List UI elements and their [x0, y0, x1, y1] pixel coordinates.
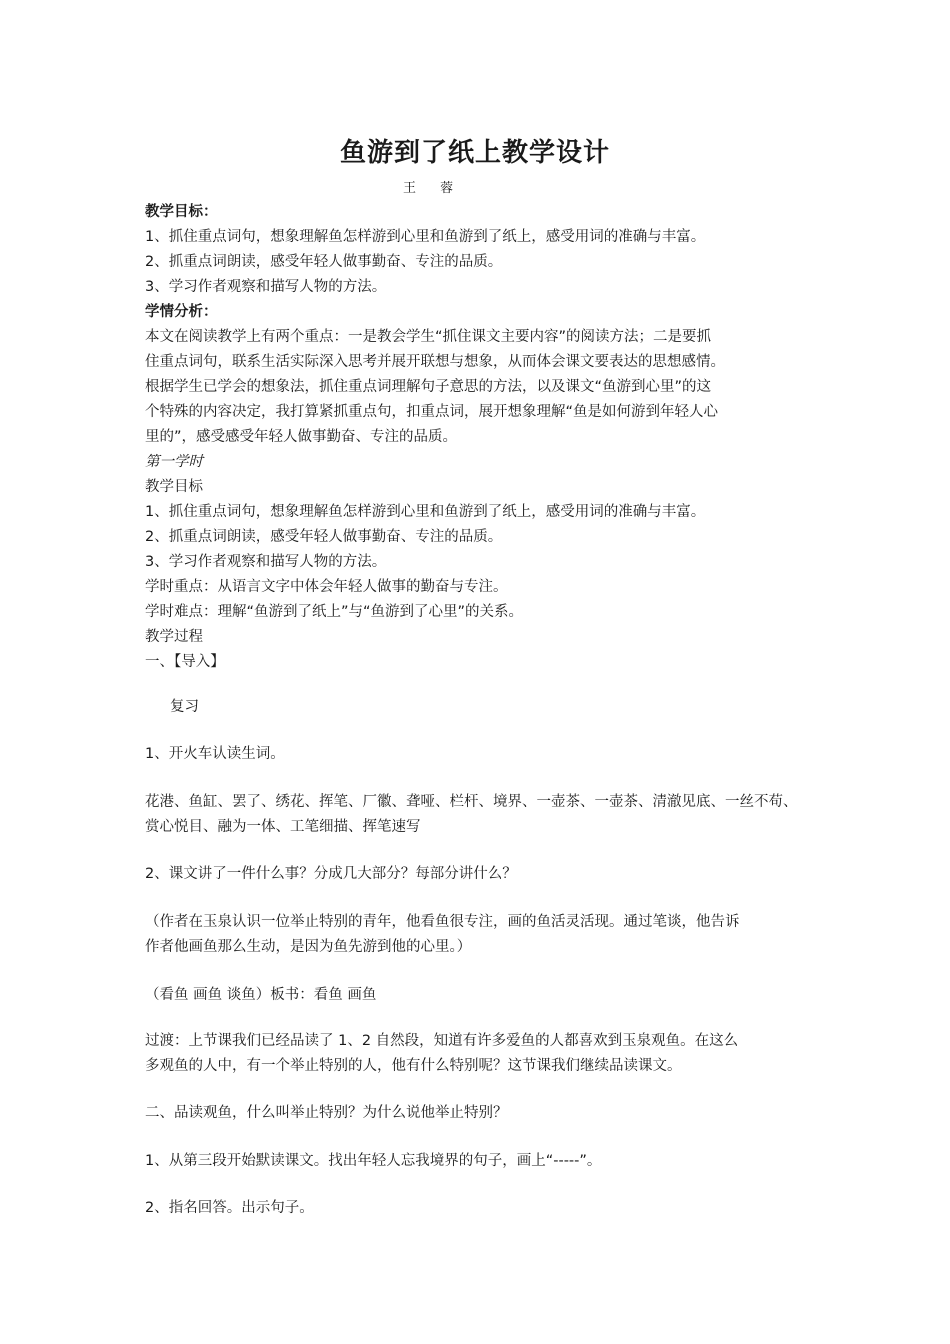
section-heading-analysis: 学情分析： [145, 304, 218, 320]
analysis-line: 本文在阅读教学上有两个重点：一是教会学生“抓住课文主要内容”的阅读方法；二是要抓 [145, 329, 712, 345]
difficulty: 学时难点：理解“鱼游到了纸上”与“鱼游到了心里”的关系。 [145, 604, 524, 620]
analysis-line: 根据学生已学会的想象法，抓住重点词理解句子意思的方法，以及课文“鱼游到心里”的这 [145, 379, 712, 395]
goal-line: 3、学习作者观察和描写人物的方法。 [145, 554, 387, 570]
vocab-line: 赏心悦目、融为一体、工笔细描、挥笔速写 [145, 819, 421, 835]
answer-line: （作者在玉泉认识一位举止特别的青年，他看鱼很专注，画的鱼活灵活现。通过笔谈，他告诉 [145, 914, 740, 930]
goal-line: 3、学习作者观察和描写人物的方法。 [145, 279, 387, 295]
step-two-item-two: 2、指名回答。出示句子。 [145, 1200, 314, 1216]
author-name: 王 蓉 [403, 181, 464, 196]
analysis-line: 住重点词句，联系生活实际深入思考并展开联想与想象，从而体会课文要表达的思想感情。 [145, 354, 725, 370]
answer-line: 作者他画鱼那么生动，是因为鱼先游到他的心里。） [145, 939, 472, 955]
key-point: 学时重点：从语言文字中体会年轻人做事的勤奋与专注。 [145, 579, 508, 595]
step-two: 二、品读观鱼，什么叫举止特别？为什么说他举止特别？ [145, 1105, 508, 1121]
vocab-line: 花港、鱼缸、罢了、绣花、挥笔、厂徽、聋哑、栏杆、境界、一壶茶、一壶茶、清澈见底、一丝不苟、 [145, 794, 798, 810]
analysis-line: 个特殊的内容决定，我打算紧抓重点句，扣重点词，展开想象理解“鱼是如何游到年轻人心 [145, 404, 719, 420]
step-one: 一、【导入】 [145, 654, 225, 670]
board-line: （看鱼 画鱼 谈鱼）板书：看鱼 画鱼 [145, 987, 377, 1003]
process-heading: 教学过程 [145, 629, 203, 645]
transition-line: 过渡：上节课我们已经品读了 1、2 自然段，知道有许多爱鱼的人都喜欢到玉泉观鱼。在这么 [145, 1033, 739, 1049]
analysis-line: 里的”，感受感受年轻人做事勤奋、专注的品质。 [145, 429, 458, 445]
lesson-label: 第一学时 [145, 454, 203, 470]
section-heading-goals: 教学目标： [145, 204, 218, 220]
goal-line: 1、抓住重点词句，想象理解鱼怎样游到心里和鱼游到了纸上，感受用词的准确与丰富。 [145, 504, 706, 520]
review-label: 复习 [170, 699, 199, 715]
goal-line: 2、抓重点词朗读，感受年轻人做事勤奋、专注的品质。 [145, 529, 503, 545]
step-two-item-one: 1、从第三段开始默读课文。找出年轻人忘我境界的句子，画上“-----”。 [145, 1153, 602, 1169]
item-one: 1、开火车认读生词。 [145, 746, 285, 762]
goal-line: 1、抓住重点词句，想象理解鱼怎样游到心里和鱼游到了纸上，感受用词的准确与丰富。 [145, 229, 706, 245]
goal-line: 2、抓重点词朗读，感受年轻人做事勤奋、专注的品质。 [145, 254, 503, 270]
transition-line: 多观鱼的人中，有一个举止特别的人，他有什么特别呢？这节课我们继续品读课文。 [145, 1058, 682, 1074]
goals2-heading: 教学目标 [145, 479, 203, 495]
document-title: 鱼游到了纸上教学设计 [339, 138, 610, 168]
item-two: 2、课文讲了一件什么事？分成几大部分？每部分讲什么？ [145, 866, 517, 882]
